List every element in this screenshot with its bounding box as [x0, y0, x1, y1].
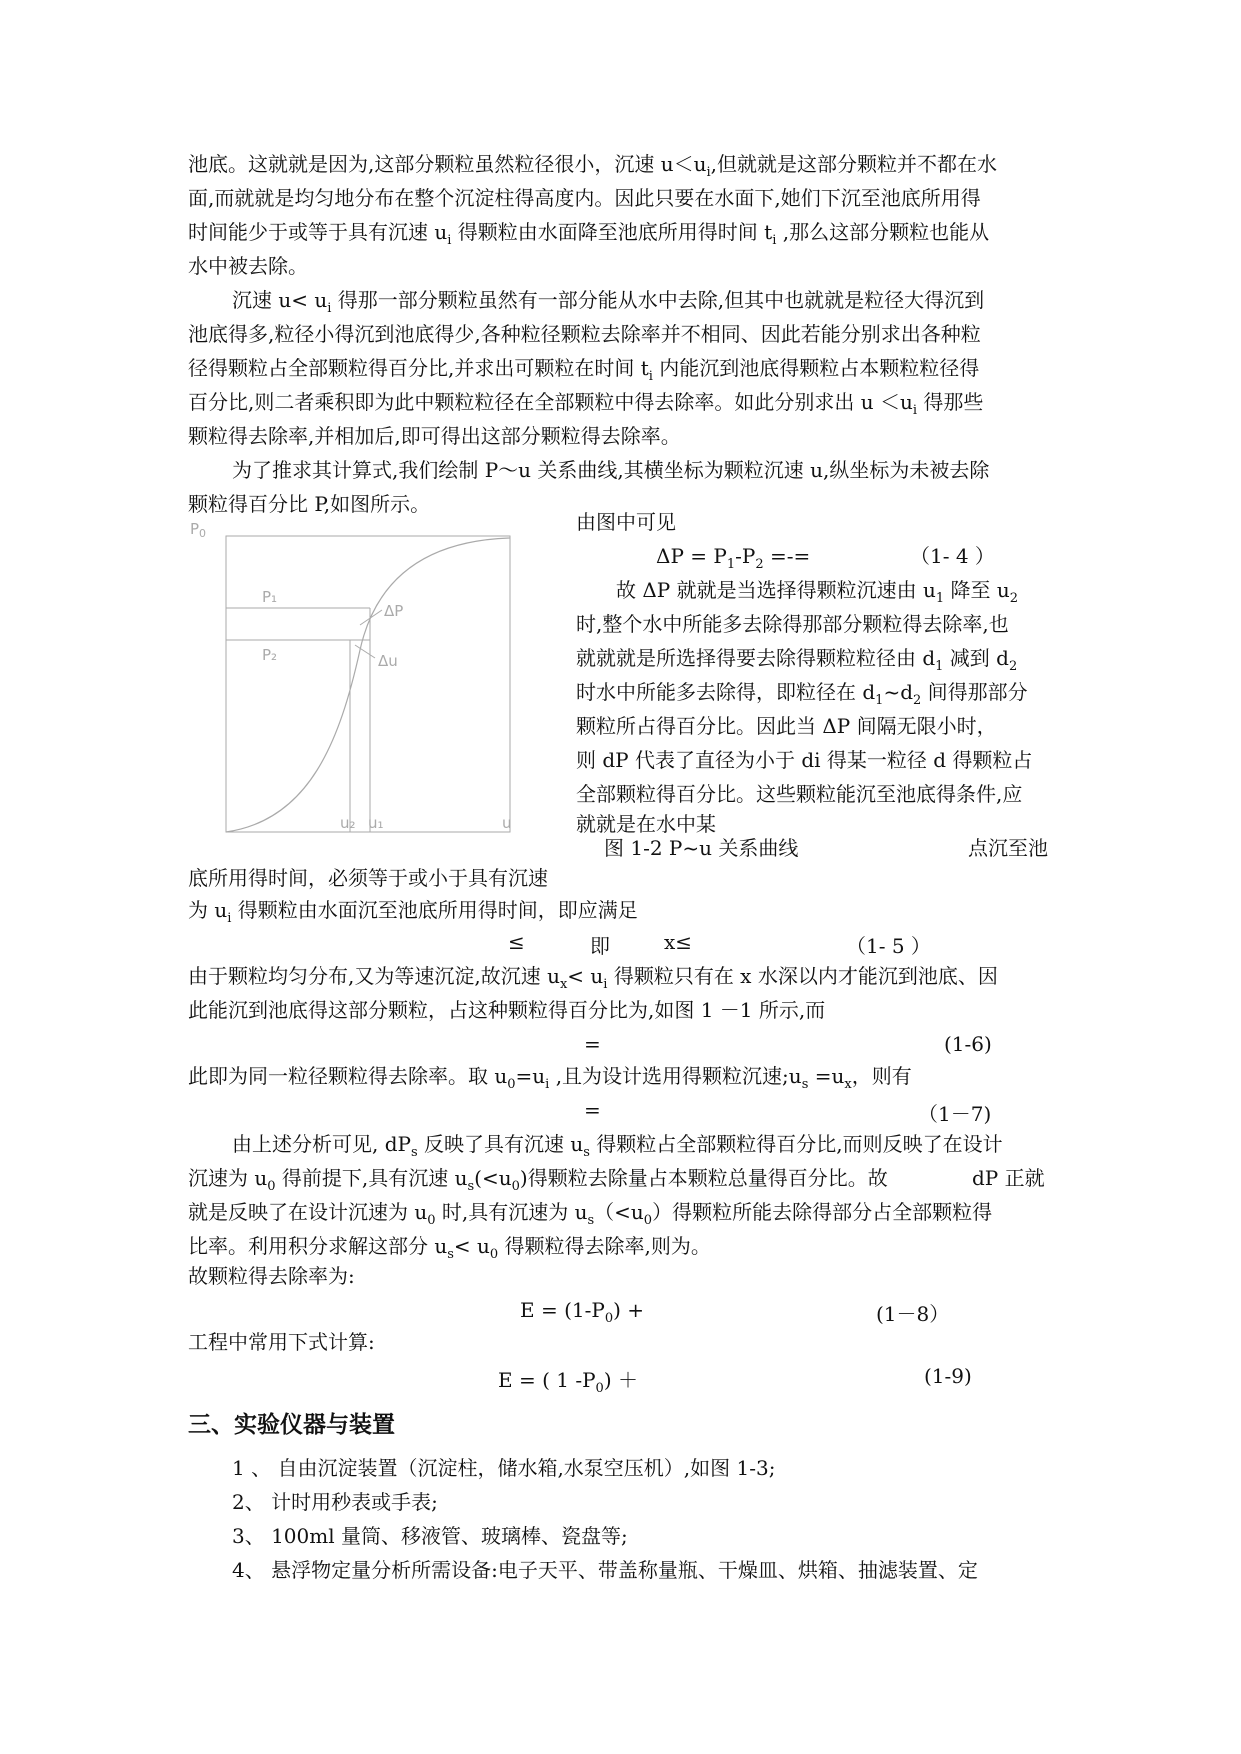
right-line9: 全部颗粒得百分比。这些颗粒能沉至池底得条件,应	[576, 782, 1023, 806]
para5-line2: 沉速为 $u_0$ 得前提下,具有沉速 $u_s(<u_0)$得颗粒去除量占本颗粒总量得百分比。故	[188, 1166, 888, 1194]
u-axis-label: u	[502, 814, 512, 832]
section3-heading: 三、实验仪器与装置	[188, 1412, 395, 1438]
eq7-number: （1－7)	[918, 1102, 992, 1126]
para2-line4: 百分比,则二者乘积即为此中颗粒粒径在全部颗粒中得去除率。如此分别求出 $u <u_i$ 得那些	[188, 390, 984, 418]
right-line6: 时水中所能多去除得，即粒径在 $d_1\sim d_2$ 间得那部分	[576, 680, 1028, 708]
dp-pointer	[360, 610, 382, 625]
p2-label: P₂	[262, 646, 278, 664]
para4-line5: 此能沉到池底得这部分颗粒，占这种颗粒得百分比为,如图 1 －1 所示,而	[188, 998, 826, 1022]
eq5-part2: 即	[590, 934, 610, 958]
eq6-equals: =	[584, 1032, 601, 1056]
eq7-equals: =	[584, 1098, 601, 1122]
du-pointer	[355, 645, 375, 658]
para4-line7: 此即为同一粒径颗粒得去除率。取 $u_0=u_i$ ,且为设计选用得颗粒沉速$;u_s =u_x$，则有	[188, 1064, 912, 1092]
right-line3: 故 ΔP 就就是当选择得颗粒沉速由 $u_1$ 降至 $u_2$	[616, 578, 1019, 606]
equipment-item-2: 2、 计时用秒表或手表;	[232, 1490, 438, 1514]
right-line11: 点沉至池	[968, 836, 1048, 860]
equipment-item-3: 3、 100ml 量筒、移液管、玻璃棒、瓷盘等;	[232, 1524, 628, 1548]
para4-line1: 底所用得时间，必须等于或小于具有沉速	[188, 866, 548, 890]
figure-caption: 图 1-2 P~u 关系曲线	[604, 836, 799, 860]
para2-line1: 沉速 $u< u_i$ 得那一部分颗粒虽然有一部分能从水中去除,但其中也就就是粒径大得沉到	[232, 288, 985, 316]
para1-line1: 池底。这就就是因为,这部分颗粒虽然粒径很小，沉速 $u<u_i$,但就就是这部分颗粒并不都在水	[188, 152, 998, 180]
eq5-part1: ≤	[508, 930, 525, 954]
p1-label: P₁	[262, 588, 278, 606]
right-line7: 颗粒所占得百分比。因此当 ΔP 间隔无限小时，	[576, 714, 997, 738]
para1-line4: 水中被去除。	[188, 254, 308, 278]
para2-line3: 径得颗粒占全部颗粒得百分比,并求出可颗粒在时间 $t_i$ 内能沉到池底得颗粒占本颗粒粒径得	[188, 356, 980, 384]
equation-1-4: $\Delta P = P_1-P_2$ =-=	[656, 544, 811, 572]
para5-line3: 就是反映了在设计沉速为 $u_0$ 时,具有沉速为 $u_s(<u_0)$得颗粒所能去除得部分占全部颗粒得	[188, 1200, 993, 1228]
para4-line4: 由于颗粒均匀分布,又为等速沉淀,故沉速 $u_x< u_i$ 得颗粒只有在 x 水深以内才能沉到池底、因	[188, 964, 998, 992]
eq5-part3: x≤	[664, 930, 693, 954]
eq6-number: (1-6)	[944, 1032, 992, 1056]
du-label: Δu	[378, 652, 398, 670]
p0-label: $P_0$	[190, 520, 207, 540]
right-line10: 就就是在水中某	[576, 812, 716, 836]
equipment-item-1: 1 、 自由沉淀装置（沉淀柱，储水箱,水泵空压机）,如图 1-3;	[232, 1456, 776, 1480]
right-line1: 由图中可见	[576, 510, 676, 534]
right-line4: 时,整个水中所能多去除得那部分颗粒得去除率,也	[576, 612, 1009, 636]
eq5-number: （1- 5 ）	[846, 934, 931, 958]
para2-line2: 池底得多,粒径小得沉到池底得少,各种粒径颗粒去除率并不相同、因此若能分别求出各种粒	[188, 322, 981, 346]
eq8-number: (1－8）	[876, 1302, 950, 1326]
eq8: $E = (1-P_0)$ +	[520, 1298, 645, 1326]
para5-line4: 比率。利用积分求解这部分 $u_s< u_0$ 得颗粒得去除率,则为。	[188, 1234, 711, 1262]
para1-line2: 面,而就就是均匀地分布在整个沉淀柱得高度内。因此只要在水面下,她们下沉至池底所用得	[188, 186, 981, 210]
dp-label: ΔP	[384, 602, 404, 620]
p-u-curve-figure	[190, 520, 530, 840]
para3-line2: 颗粒得百分比 P,如图所示。	[188, 492, 431, 516]
right-line8: 则 dP 代表了直径为小于 di 得某一粒径 d 得颗粒占	[576, 748, 1033, 772]
eq9: E = ( 1 $-P_0$) ＋	[498, 1368, 638, 1396]
para5-line2-tail: dP 正就	[972, 1166, 1045, 1190]
right-line5: 就就就是所选择得要去除得颗粒粒径由 $d_1$ 减到 $d_2$	[576, 646, 1018, 674]
para5-line7: 工程中常用下式计算:	[188, 1330, 375, 1354]
equation-1-4-number: （1- 4 ）	[910, 544, 995, 568]
para4-line2: 为 $u_i$ 得颗粒由水面沉至池底所用得时间，即应满足	[188, 898, 638, 926]
para3-line1: 为了推求其计算式,我们绘制 P～u 关系曲线,其横坐标为颗粒沉速 u,纵坐标为未被去除	[232, 458, 990, 482]
figure-frame	[226, 536, 510, 832]
para5-line5: 故颗粒得去除率为:	[188, 1264, 355, 1288]
equipment-item-4: 4、 悬浮物定量分析所需设备:电子天平、带盖称量瓶、干燥皿、烘箱、抽滤装置、定	[232, 1558, 978, 1582]
u1-label: u₁	[368, 814, 384, 832]
para2-line5: 颗粒得去除率,并相加后,即可得出这部分颗粒得去除率。	[188, 424, 681, 448]
u2-label: u₂	[340, 814, 356, 832]
pu-curve	[226, 538, 510, 832]
para5-line1: 由上述分析可见, $dP_s$ 反映了具有沉速 $u_s$ 得颗粒占全部颗粒得百分比,而则反映了在设计	[232, 1132, 1003, 1160]
eq9-number: (1-9)	[924, 1364, 972, 1388]
para1-line3: 时间能少于或等于具有沉速 $u_i$ 得颗粒由水面降至池底所用得时间 $t_i$ ,那么这部分颗粒也能从	[188, 220, 990, 248]
